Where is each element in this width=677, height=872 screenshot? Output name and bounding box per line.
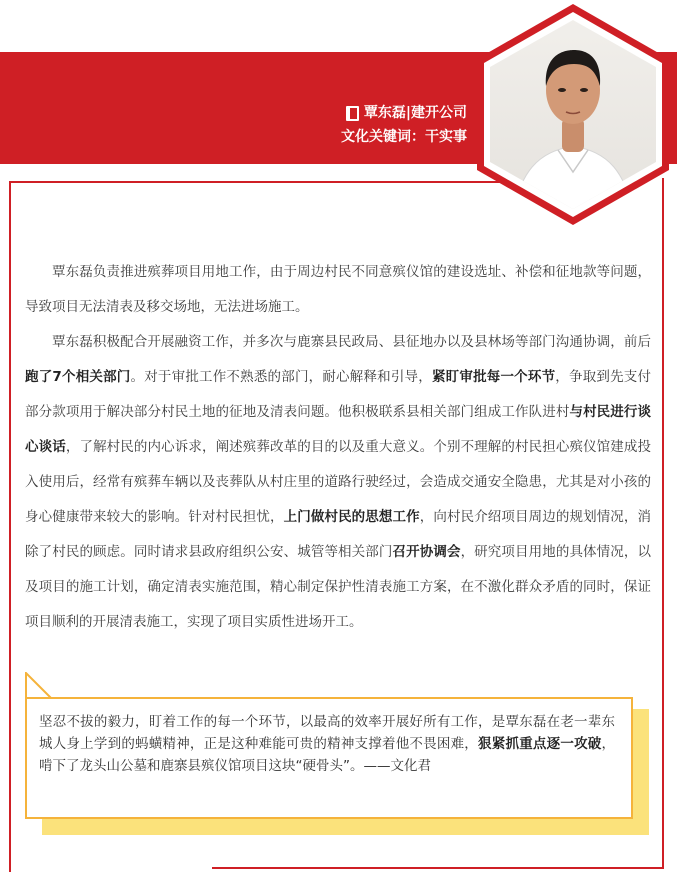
quote-box [25, 697, 633, 819]
paragraph-1: 覃东磊负责推进殡葬项目用地工作，由于周边村民不同意殡仪馆的建设选址、补偿和征地款等问题，导致项目无法清表及移交场地，无法进场施工。 [25, 264, 651, 315]
paragraph-2 [25, 325, 651, 640]
text-run: 覃东磊积极配合开展融资工作，并多次与鹿寨县民政局、县征地办以及县林场等部门沟通协调，前后 [52, 334, 651, 350]
bold-run: 召开协调会 [392, 544, 461, 560]
quote-text: 坚忍不拔的毅力，盯着工作的每一个环节，以最高的效率开展好所有工作，是覃东磊在老一辈东城人身上学到的蚂蟥精神，正是这种难能可贵的精神支撑着他不畏困难， [39, 714, 615, 752]
header-caption [341, 101, 467, 149]
text-run: ，向村民介绍项目周边的规划情况，消除了村民的顾虑。同时请求县政府组织公安、城管等相关部门 [25, 509, 652, 560]
article-body [25, 255, 651, 640]
bold-run: 与村民进行谈心谈话 [25, 404, 652, 455]
text-run: ，争取到先支付部分款项用于解决部分村民土地的征地及清表问题。他积极联系县相关部门组成工作队进村 [25, 369, 652, 420]
bold-run: 上门做村民的思想工作 [283, 509, 420, 525]
text-run: ，了解村民的内心诉求，阐述殡葬改革的目的以及重大意义。个别不理解的村民担心殡仪馆建成投入使用后，经常有殡葬车辆以及丧葬队从村庄里的道路行驶经过，会造成交通安全隐患，尤其是对小孩的身心健康带来较大的影响。针对村民担忧， [25, 439, 652, 525]
quote-text: ，啃下了龙头山公墓和鹿寨县殡仪馆项目这块“硬骨头”。——文化君 [39, 736, 616, 774]
keyword-line: 文化关键词：干实事 [341, 129, 467, 145]
book-icon [346, 106, 359, 121]
person-photo [470, 0, 677, 240]
quote-bold: 狠紧抓重点逐一攻破 [478, 736, 602, 752]
portrait-hexagon [470, 0, 677, 240]
bold-run: 跑了7个相关部门 [25, 369, 131, 385]
quote-notch [25, 672, 55, 700]
text-run: ，研究项目用地的具体情况，以及项目的施工计划，确定清表实施范围，精心制定保护性清表施工方案，在不激化群众矛盾的同时，保证项目顺利的开展清表施工，实现了项目实质性进场开工。 [25, 544, 652, 630]
name-company: 覃东磊|建开公司 [363, 105, 467, 121]
bold-run: 紧盯审批每一个环节 [431, 369, 556, 385]
text-run: 。对于审批工作不熟悉的部门，耐心解释和引导， [130, 369, 432, 385]
